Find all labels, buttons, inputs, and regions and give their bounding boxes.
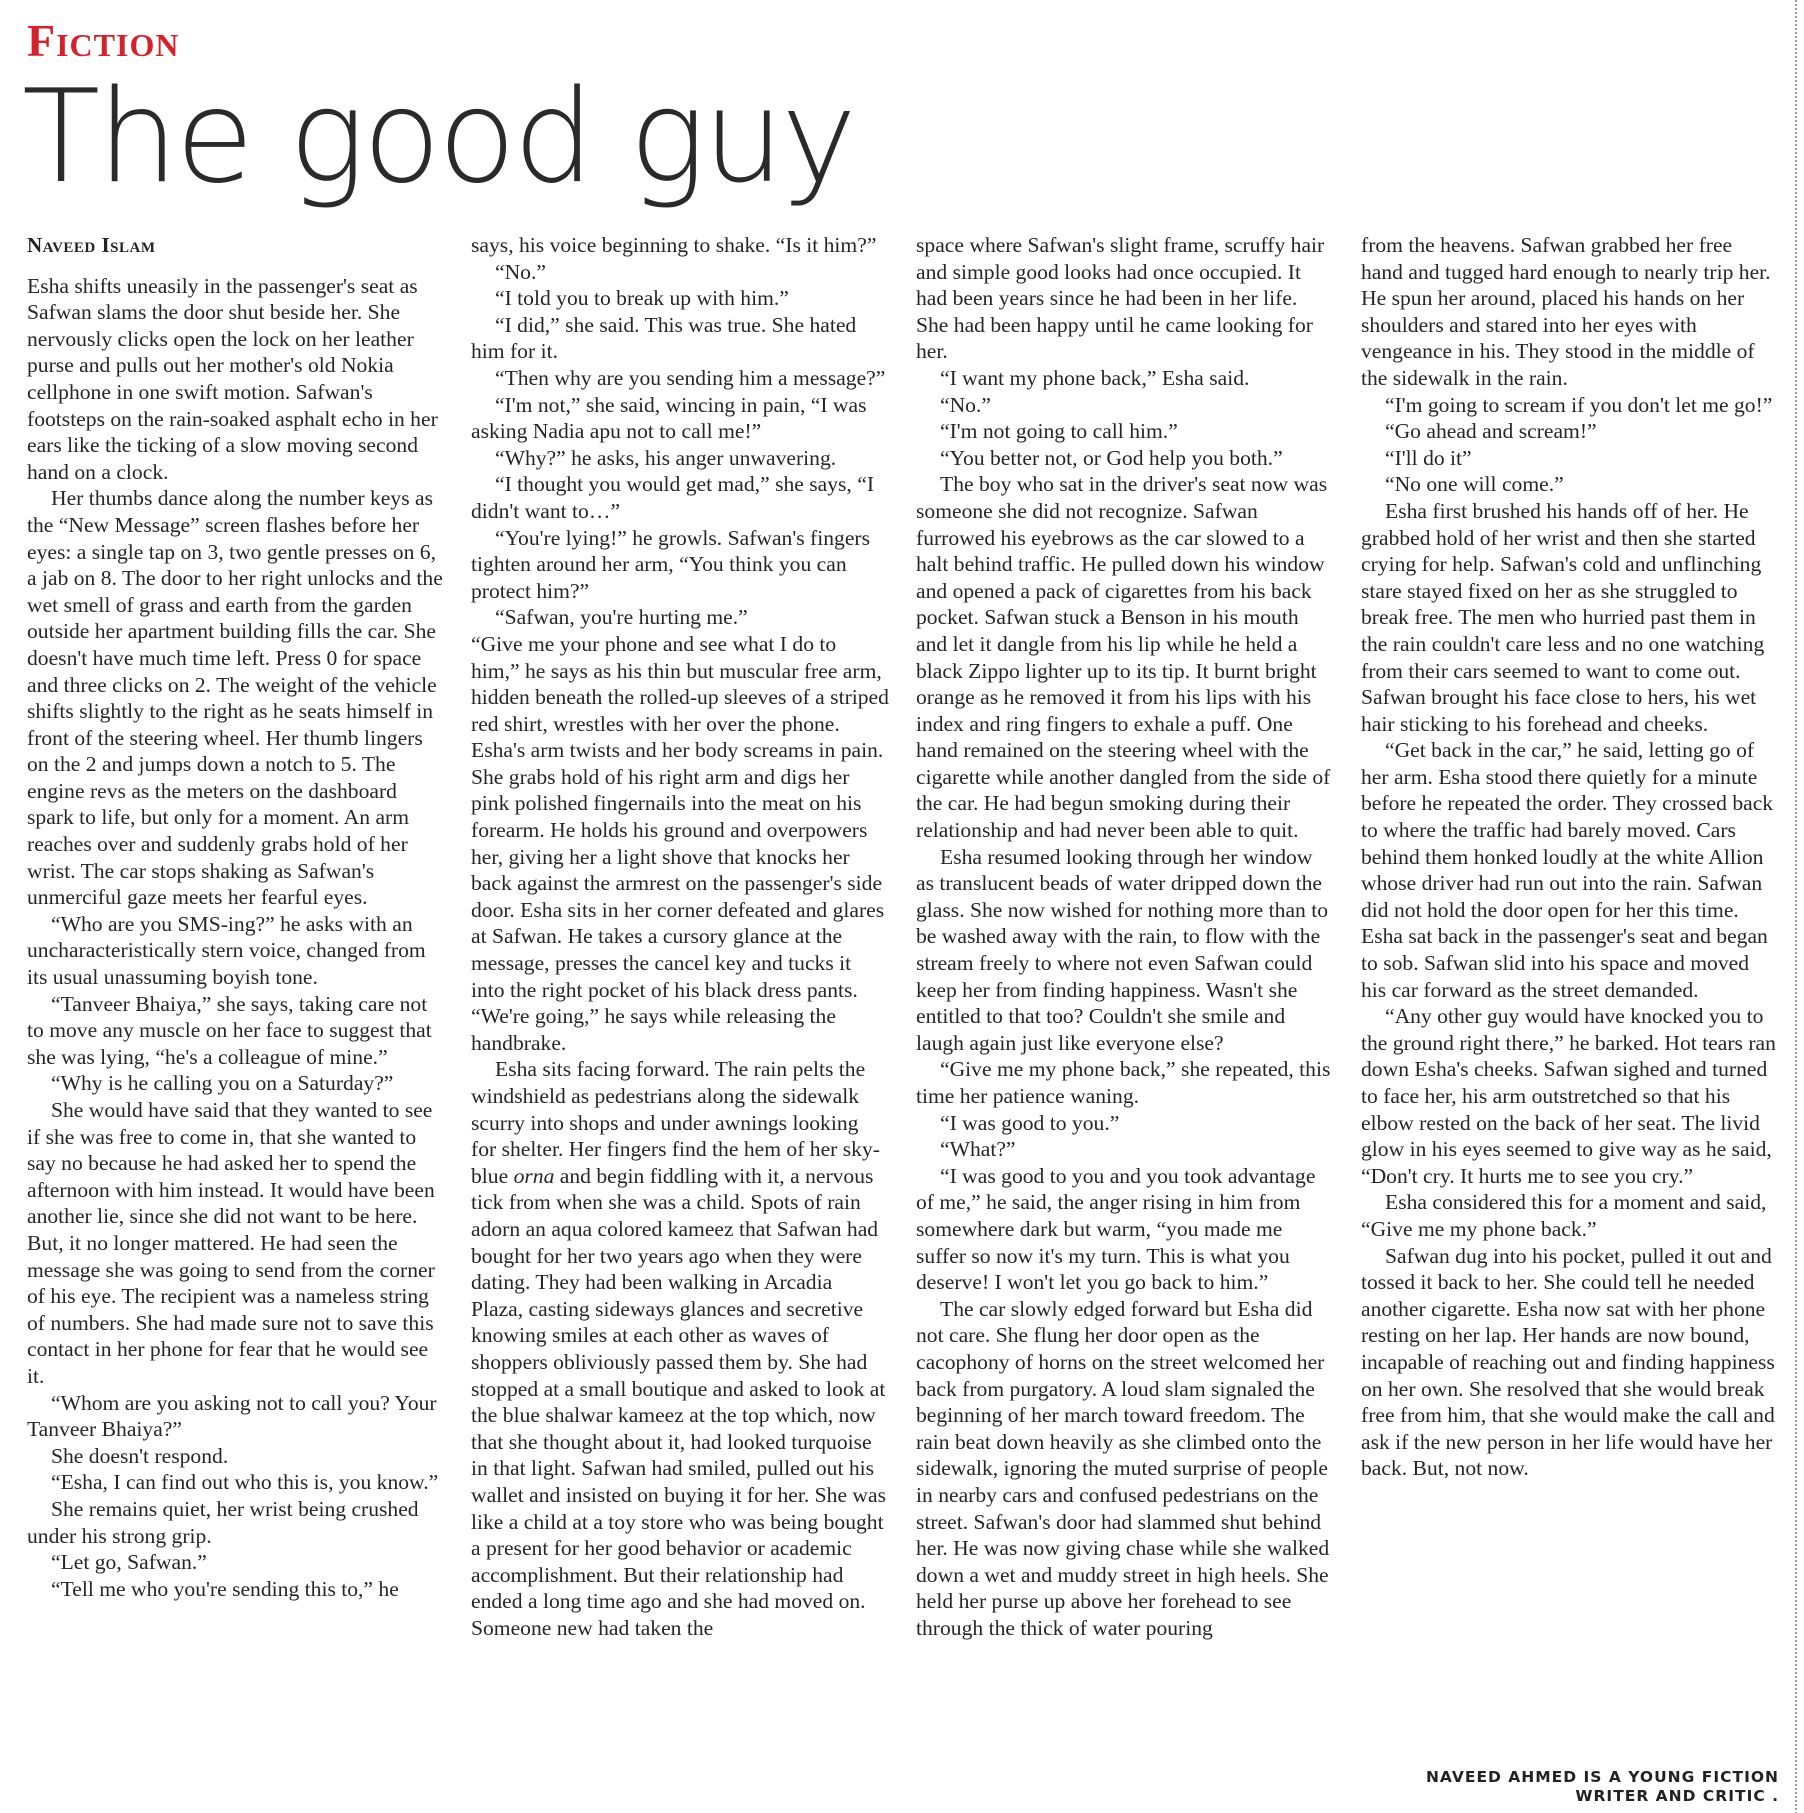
article-paragraph: The car slowly edged forward but Esha did not care. She flung her door open as the cacophony of horns on the street welcomed her back from purgatory. A loud slam signaled the beginning of her march toward freedom. The rain beat down heavily as she climbed onto the sidewalk, ignoring the muted surprise of people in nearby cars and confused pedestrians on the street. Safwan's door had slammed shut behind her. He was now giving chase while she walked down a wet and muddy street in high heels. She held her purse up above her forehead to see through the thick of water pouring bbox=[916, 1296, 1330, 1640]
article-paragraph: Esha considered this for a moment and said, “Give me my phone back.” bbox=[1361, 1190, 1767, 1241]
article-paragraph: “Whom are you asking not to call you? Your Tanveer Bhaiya?” bbox=[27, 1390, 437, 1442]
article-paragraph: “I want my phone back,” Esha said. bbox=[940, 365, 1250, 390]
article-paragraph: “I thought you would get mad,” she says, “I didn't want to…” bbox=[471, 472, 875, 523]
author-note: NAVEED AHMED IS A YOUNG FICTION WRITER AND CRITIC . bbox=[1425, 1768, 1779, 1805]
byline: Naveed Islam bbox=[27, 233, 156, 257]
article-paragraph: “No.” bbox=[940, 392, 991, 417]
article-paragraph: Her thumbs dance along the number keys as the “New Message” screen flashes before her eyes: a single tap on 3, two gentle presses on 6, a jab on 8. The door to her right unlocks and the wet smell of grass and earth from the garden outside her apartment building fills the car. She doesn't have much time left. Press 0 for space and three clicks on 2. The weight of the vehicle shifts slightly to the right as he seats himself in front of the steering wheel. Her thumb lingers on the 2 and jumps down a notch to 5. The engine revs as the meters on the dashboard spark to life, but only for a moment. An arm reaches over and suddenly grabs hold of her wrist. The car stops shaking as Safwan's unmerciful gaze meets her fearful eyes. bbox=[27, 486, 443, 910]
article-paragraph: “You better not, or God help you both.” bbox=[940, 445, 1283, 470]
article-paragraph: Safwan dug into his pocket, pulled it out and tossed it back to her. She could tell he needed another cigarette. Esha now sat with her phone resting on her lap. Her hands are now bound, incapable of reaching out and finding happiness on her own. She resolved that she would break free from him, that she would make the call and ask if the new person in her life would have her back. But, not now. bbox=[1361, 1243, 1775, 1481]
article-paragraph: “Then why are you sending him a message?” bbox=[495, 365, 886, 390]
section-label: Fiction bbox=[27, 15, 180, 66]
article-paragraph: “I'll do it” bbox=[1385, 445, 1472, 470]
article-column-1 bbox=[27, 232, 445, 1804]
headline: The good guy bbox=[22, 63, 854, 212]
article-paragraph: “No one will come.” bbox=[1385, 472, 1564, 497]
article-column-3 bbox=[916, 232, 1334, 1804]
article-paragraph: She would have said that they wanted to see if she was free to come in, that she wanted to say no because he had asked her to spend the afternoon with him instead. It would have been another lie, since she did not want to be here. But, it no longer mattered. He had seen the message she was going to send from the corner of his eye. The recipient was a nameless string of numbers. She had made sure not to save this contact in her phone for fear that he would see it. bbox=[27, 1098, 435, 1388]
article-paragraph: “You're lying!” he growls. Safwan's fingers tighten around her arm, “You think you can protect him?” bbox=[471, 525, 871, 603]
article-paragraph: says, his voice beginning to shake. “Is it him?” bbox=[471, 233, 877, 257]
article-paragraph: “I'm not going to call him.” bbox=[940, 419, 1178, 444]
article-paragraph: Esha resumed looking through her window as translucent beads of water dripped down the glass. She now wished for nothing more than to be washed away with the rain, to flow with the stream freely to where not even Safwan could keep her from finding happiness. Wasn't she entitled to that too? Couldn't she smile and laugh again just like everyone else? bbox=[916, 844, 1329, 1055]
article-paragraph: “Give me your phone and see what I do to him,” he says as his thin but muscular free arm, hidden beneath the rolled-up sleeves of a striped red shirt, wrestles with her over the phone. Esha's arm twists and her body screams in pain. She grabs hold of his right arm and digs her pink polished fingernails into the meat on his forearm. He holds his ground and overpowers her, giving her a light shove that knocks her back against the armrest on the passenger's side door. Esha sits in her corner defeated and glares at Safwan. He takes a cursory glance at the message, presses the cancel key and tucks it into the right pocket of his black dress pants. bbox=[471, 631, 889, 1002]
article-paragraph: “Let go, Safwan.” bbox=[51, 1550, 207, 1575]
article-paragraph: “Go ahead and scream!” bbox=[1385, 419, 1597, 444]
article-paragraph: from the heavens. Safwan grabbed her free hand and tugged hard enough to nearly trip her. He spun her around, placed his hands on her shoulders and stared into her eyes with vengeance in his. They stood in the middle of the sidewalk in the rain. bbox=[1361, 233, 1771, 390]
article-column-4 bbox=[1361, 232, 1779, 1804]
article-paragraph: “Get back in the car,” he said, letting go of her arm. Esha stood there quietly for a minute before he repeated the order. They crossed back to where the traffic had barely moved. Cars behind them honked loudly at the white Allion whose driver had run out into the rain. Safwan did not hold the door open for her this time. Esha sat back in the passenger's seat and began to sob. Safwan slid into his space and moved his car forward as the street demanded. bbox=[1361, 738, 1774, 1002]
article-paragraph: “I did,” she said. This was true. She hated him for it. bbox=[471, 312, 857, 364]
article-paragraph: “I was good to you.” bbox=[940, 1110, 1120, 1135]
article-paragraph: “Give me my phone back,” she repeated, this time her patience waning. bbox=[916, 1057, 1331, 1108]
article-paragraph: “Safwan, you're hurting me.” bbox=[495, 605, 748, 630]
article-paragraph: “I told you to break up with him.” bbox=[495, 286, 789, 311]
article-column-2 bbox=[471, 232, 889, 1804]
page-edge-rule bbox=[1795, 0, 1797, 1813]
article-paragraph: “Any other guy would have knocked you to the ground right there,” he barked. Hot tears ran down Esha's cheeks. Safwan sighed and turned to face her, his arm outstretched so that his elbow rested on the back of her seat. The livid glow in his eyes seemed to give way as he said, “Don't cry. It hurts me to see you cry.” bbox=[1361, 1004, 1776, 1188]
article-paragraph: “I'm not,” she said, wincing in pain, “I was asking Nadia apu not to call me!” bbox=[471, 392, 867, 444]
article-paragraph: “We're going,” he says while releasing the handbrake. bbox=[471, 1004, 836, 1055]
article-paragraph: “Tanveer Bhaiya,” she says, taking care not to move any muscle on her face to suggest that she was lying, “he's a colleague of mine.” bbox=[27, 991, 432, 1069]
article-paragraph: “I'm going to scream if you don't let me go!” bbox=[1385, 392, 1773, 417]
article-paragraph: Esha sits facing forward. The rain pelts the windshield as pedestrians along the sidewalk scurry into shops and under awnings looking for shelter. Her fingers find the hem of her sky-blue orna and begin fiddling with it, a nervous tick from when she was a child. Spots of rain adorn an aqua colored kameez that Safwan had bought for her two years ago when they were dating. They had been walking in Arcadia Plaza, casting sideways glances and secretive knowing smiles at each other as waves of shoppers obliviously passed them by. She had stopped at a small boutique and asked to look at the blue shalwar kameez at the top which, now that she thought about it, had looked turquoise in that light. Safwan had smiled, pulled out his wallet and insisted on buying it for her. She was like a child at a toy store who was being bought a present for her good behavior or academic accomplishment. But their relationship had ended a long time ago and she had moved on. Someone new had taken the bbox=[471, 1057, 887, 1640]
article-paragraph: Esha shifts uneasily in the passenger's seat as Safwan slams the door shut beside her. She nervously clicks open the lock on her leather purse and pulls out her mother's old Nokia cellphone in one swift motion. Safwan's footsteps on the rain-soaked asphalt echo in her ears like the ticking of a slow moving second hand on a clock. bbox=[27, 273, 438, 484]
article-paragraph: “What?” bbox=[940, 1137, 1016, 1162]
article-paragraph: She remains quiet, her wrist being crushed under his strong grip. bbox=[27, 1496, 419, 1548]
article-paragraph: “Who are you SMS-ing?” he asks with an uncharacteristically stern voice, changed from its usual unassuming boyish tone. bbox=[27, 911, 426, 990]
article-paragraph: “Esha, I can find out who this is, you know.” bbox=[51, 1470, 439, 1495]
article-paragraph: “Why is he calling you on a Saturday?” bbox=[51, 1071, 394, 1096]
article-paragraph: The boy who sat in the driver's seat now was someone she did not recognize. Safwan furrowed his eyebrows as the car slowed to a halt behind traffic. He pulled down his window and opened a pack of cigarettes from his back pocket. Safwan stuck a Benson in his mouth and let it dangle from his lip while he held a black Zippo lighter up to its tip. It burnt bright orange as he removed it from his lips with his index and ring fingers to exhale a puff. One hand remained on the steering wheel with the cigarette while another dangled from the side of the car. He had begun smoking during their relationship and had never been able to quit. bbox=[916, 472, 1331, 843]
article-paragraph: Esha first brushed his hands off of her. He grabbed hold of her wrist and then she started crying for help. Safwan's cold and unflinching stare stayed fixed on her as she struggled to break free. The men who hurried past them in the rain couldn't care less and no one watching from their cars seemed to want to come out. Safwan brought his face close to hers, his wet hair sticking to his forehead and cheeks. bbox=[1361, 498, 1765, 736]
article-paragraph: “Why?” he asks, his anger unwavering. bbox=[495, 445, 837, 470]
article-paragraph: She doesn't respond. bbox=[51, 1443, 229, 1468]
article-paragraph: “I was good to you and you took advantage of me,” he said, the anger rising in him from somewhere dark but warm, “you made me suffer so now it's my turn. This is what you deserve! I won't let you go back to him.” bbox=[916, 1163, 1316, 1295]
article-paragraph: “No.” bbox=[495, 259, 546, 284]
article-paragraph: “Tell me who you're sending this to,” he bbox=[51, 1576, 399, 1601]
article-paragraph: space where Safwan's slight frame, scruffy hair and simple good looks had once occupied. It had been years since he had been in her life. She had been happy until he came looking for her. bbox=[916, 233, 1325, 364]
